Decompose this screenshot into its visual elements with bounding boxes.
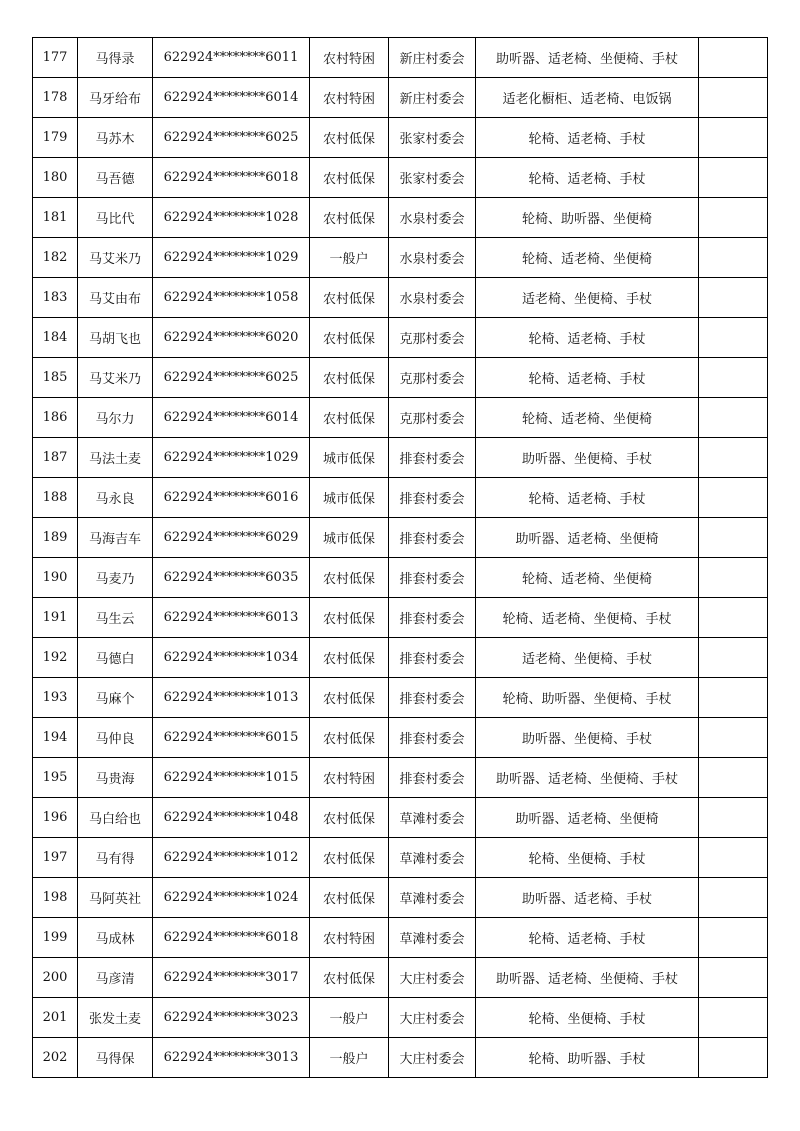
remarks-cell [699, 518, 768, 558]
village-committee-cell: 水泉村委会 [389, 238, 476, 278]
name-cell: 马麻个 [78, 678, 153, 718]
row-number-cell: 186 [33, 398, 78, 438]
table-row [33, 238, 768, 278]
remarks-cell [699, 398, 768, 438]
village-committee-cell: 新庄村委会 [389, 38, 476, 78]
table-row [33, 798, 768, 838]
aid-items-cell: 助听器、适老椅、手杖 [476, 878, 699, 918]
table-row [33, 78, 768, 118]
remarks-cell [699, 798, 768, 838]
remarks-cell [699, 158, 768, 198]
household-type-cell: 城市低保 [310, 438, 389, 478]
aid-items-cell: 适老椅、坐便椅、手杖 [476, 638, 699, 678]
household-type-cell: 农村低保 [310, 558, 389, 598]
table-row [33, 958, 768, 998]
id-number-cell: 622924********6014 [153, 398, 310, 438]
id-number-cell: 622924********6025 [153, 118, 310, 158]
remarks-cell [699, 438, 768, 478]
aid-items-cell: 轮椅、适老椅、手杖 [476, 118, 699, 158]
household-type-cell: 农村低保 [310, 678, 389, 718]
household-type-cell: 农村低保 [310, 598, 389, 638]
table-row [33, 358, 768, 398]
household-type-cell: 农村低保 [310, 718, 389, 758]
name-cell: 马成林 [78, 918, 153, 958]
aid-items-cell: 助听器、适老椅、坐便椅、手杖 [476, 38, 699, 78]
row-number-cell: 202 [33, 1038, 78, 1078]
village-committee-cell: 排套村委会 [389, 638, 476, 678]
id-number-cell: 622924********6018 [153, 918, 310, 958]
village-committee-cell: 草滩村委会 [389, 878, 476, 918]
name-cell: 马艾米乃 [78, 358, 153, 398]
household-type-cell: 农村低保 [310, 318, 389, 358]
id-number-cell: 622924********1029 [153, 438, 310, 478]
remarks-cell [699, 198, 768, 238]
row-number-cell: 177 [33, 38, 78, 78]
table-row [33, 838, 768, 878]
id-number-cell: 622924********6035 [153, 558, 310, 598]
row-number-cell: 197 [33, 838, 78, 878]
village-committee-cell: 排套村委会 [389, 558, 476, 598]
aid-items-cell: 轮椅、助听器、手杖 [476, 1038, 699, 1078]
table-row [33, 718, 768, 758]
remarks-cell [699, 358, 768, 398]
table-row [33, 638, 768, 678]
name-cell: 马彦清 [78, 958, 153, 998]
name-cell: 马德白 [78, 638, 153, 678]
table-row [33, 438, 768, 478]
row-number-cell: 188 [33, 478, 78, 518]
name-cell: 马艾由布 [78, 278, 153, 318]
table-row [33, 478, 768, 518]
row-number-cell: 193 [33, 678, 78, 718]
aid-items-cell: 轮椅、适老椅、坐便椅 [476, 398, 699, 438]
household-type-cell: 城市低保 [310, 478, 389, 518]
row-number-cell: 182 [33, 238, 78, 278]
row-number-cell: 199 [33, 918, 78, 958]
aid-items-cell: 适老椅、坐便椅、手杖 [476, 278, 699, 318]
name-cell: 马有得 [78, 838, 153, 878]
table-row [33, 158, 768, 198]
remarks-cell [699, 318, 768, 358]
table-row [33, 318, 768, 358]
name-cell: 马艾米乃 [78, 238, 153, 278]
aid-items-cell: 轮椅、适老椅、手杖 [476, 318, 699, 358]
household-type-cell: 农村低保 [310, 958, 389, 998]
aid-items-cell: 轮椅、适老椅、坐便椅 [476, 558, 699, 598]
remarks-cell [699, 598, 768, 638]
row-number-cell: 200 [33, 958, 78, 998]
table-row [33, 118, 768, 158]
table-row [33, 558, 768, 598]
village-committee-cell: 草滩村委会 [389, 798, 476, 838]
id-number-cell: 622924********6016 [153, 478, 310, 518]
table-row [33, 1038, 768, 1078]
row-number-cell: 201 [33, 998, 78, 1038]
id-number-cell: 622924********3013 [153, 1038, 310, 1078]
table-row [33, 998, 768, 1038]
name-cell: 马吾德 [78, 158, 153, 198]
remarks-cell [699, 238, 768, 278]
remarks-cell [699, 78, 768, 118]
remarks-cell [699, 478, 768, 518]
row-number-cell: 181 [33, 198, 78, 238]
aid-items-cell: 助听器、坐便椅、手杖 [476, 718, 699, 758]
household-type-cell: 农村低保 [310, 358, 389, 398]
village-committee-cell: 克那村委会 [389, 358, 476, 398]
name-cell: 马比代 [78, 198, 153, 238]
table-row [33, 278, 768, 318]
id-number-cell: 622924********1034 [153, 638, 310, 678]
household-type-cell: 城市低保 [310, 518, 389, 558]
row-number-cell: 190 [33, 558, 78, 598]
aid-items-cell: 助听器、坐便椅、手杖 [476, 438, 699, 478]
table-row [33, 758, 768, 798]
village-committee-cell: 张家村委会 [389, 158, 476, 198]
id-number-cell: 622924********6014 [153, 78, 310, 118]
id-number-cell: 622924********1048 [153, 798, 310, 838]
village-committee-cell: 草滩村委会 [389, 918, 476, 958]
household-type-cell: 一般户 [310, 998, 389, 1038]
table-body [33, 38, 768, 1078]
household-type-cell: 农村低保 [310, 278, 389, 318]
row-number-cell: 195 [33, 758, 78, 798]
name-cell: 马永良 [78, 478, 153, 518]
household-type-cell: 农村特困 [310, 758, 389, 798]
table-row [33, 918, 768, 958]
name-cell: 马海吉车 [78, 518, 153, 558]
aid-items-cell: 轮椅、助听器、坐便椅、手杖 [476, 678, 699, 718]
name-cell: 马阿英社 [78, 878, 153, 918]
aid-items-cell: 轮椅、坐便椅、手杖 [476, 838, 699, 878]
village-committee-cell: 大庄村委会 [389, 998, 476, 1038]
remarks-cell [699, 718, 768, 758]
household-type-cell: 农村低保 [310, 118, 389, 158]
village-committee-cell: 排套村委会 [389, 518, 476, 558]
village-committee-cell: 排套村委会 [389, 438, 476, 478]
id-number-cell: 622924********3023 [153, 998, 310, 1038]
id-number-cell: 622924********1013 [153, 678, 310, 718]
row-number-cell: 185 [33, 358, 78, 398]
village-committee-cell: 排套村委会 [389, 758, 476, 798]
aid-items-cell: 轮椅、助听器、坐便椅 [476, 198, 699, 238]
village-committee-cell: 水泉村委会 [389, 278, 476, 318]
name-cell: 马得录 [78, 38, 153, 78]
id-number-cell: 622924********1015 [153, 758, 310, 798]
name-cell: 马白给也 [78, 798, 153, 838]
row-number-cell: 179 [33, 118, 78, 158]
aid-items-cell: 助听器、适老椅、坐便椅、手杖 [476, 758, 699, 798]
aid-items-cell: 助听器、适老椅、坐便椅 [476, 798, 699, 838]
aid-items-cell: 助听器、适老椅、坐便椅 [476, 518, 699, 558]
village-committee-cell: 排套村委会 [389, 718, 476, 758]
village-committee-cell: 张家村委会 [389, 118, 476, 158]
row-number-cell: 178 [33, 78, 78, 118]
village-committee-cell: 大庄村委会 [389, 958, 476, 998]
name-cell: 马得保 [78, 1038, 153, 1078]
village-committee-cell: 克那村委会 [389, 318, 476, 358]
row-number-cell: 184 [33, 318, 78, 358]
household-type-cell: 农村低保 [310, 878, 389, 918]
remarks-cell [699, 998, 768, 1038]
village-committee-cell: 草滩村委会 [389, 838, 476, 878]
name-cell: 马胡飞也 [78, 318, 153, 358]
row-number-cell: 187 [33, 438, 78, 478]
village-committee-cell: 克那村委会 [389, 398, 476, 438]
name-cell: 马贵海 [78, 758, 153, 798]
household-type-cell: 农村特困 [310, 38, 389, 78]
row-number-cell: 192 [33, 638, 78, 678]
aid-items-cell: 适老化橱柜、适老椅、电饭锅 [476, 78, 699, 118]
remarks-cell [699, 638, 768, 678]
beneficiary-table [32, 37, 768, 1078]
id-number-cell: 622924********6029 [153, 518, 310, 558]
remarks-cell [699, 38, 768, 78]
household-type-cell: 一般户 [310, 238, 389, 278]
table-row [33, 598, 768, 638]
household-type-cell: 农村低保 [310, 158, 389, 198]
village-committee-cell: 排套村委会 [389, 678, 476, 718]
remarks-cell [699, 678, 768, 718]
table-row [33, 518, 768, 558]
household-type-cell: 农村低保 [310, 798, 389, 838]
household-type-cell: 农村低保 [310, 838, 389, 878]
remarks-cell [699, 958, 768, 998]
id-number-cell: 622924********1024 [153, 878, 310, 918]
id-number-cell: 622924********3017 [153, 958, 310, 998]
household-type-cell: 农村特困 [310, 78, 389, 118]
household-type-cell: 农村低保 [310, 198, 389, 238]
id-number-cell: 622924********1012 [153, 838, 310, 878]
village-committee-cell: 排套村委会 [389, 478, 476, 518]
row-number-cell: 196 [33, 798, 78, 838]
aid-items-cell: 轮椅、适老椅、坐便椅、手杖 [476, 598, 699, 638]
row-number-cell: 194 [33, 718, 78, 758]
name-cell: 马尔力 [78, 398, 153, 438]
aid-items-cell: 轮椅、适老椅、手杖 [476, 158, 699, 198]
table-row [33, 38, 768, 78]
id-number-cell: 622924********1029 [153, 238, 310, 278]
household-type-cell: 农村低保 [310, 638, 389, 678]
aid-items-cell: 助听器、适老椅、坐便椅、手杖 [476, 958, 699, 998]
id-number-cell: 622924********6013 [153, 598, 310, 638]
remarks-cell [699, 558, 768, 598]
row-number-cell: 198 [33, 878, 78, 918]
name-cell: 张发土麦 [78, 998, 153, 1038]
aid-items-cell: 轮椅、适老椅、坐便椅 [476, 238, 699, 278]
village-committee-cell: 新庄村委会 [389, 78, 476, 118]
id-number-cell: 622924********6011 [153, 38, 310, 78]
table-row [33, 878, 768, 918]
name-cell: 马仲良 [78, 718, 153, 758]
aid-items-cell: 轮椅、坐便椅、手杖 [476, 998, 699, 1038]
household-type-cell: 农村低保 [310, 398, 389, 438]
aid-items-cell: 轮椅、适老椅、手杖 [476, 918, 699, 958]
name-cell: 马法土麦 [78, 438, 153, 478]
remarks-cell [699, 918, 768, 958]
id-number-cell: 622924********1028 [153, 198, 310, 238]
row-number-cell: 191 [33, 598, 78, 638]
row-number-cell: 189 [33, 518, 78, 558]
name-cell: 马麦乃 [78, 558, 153, 598]
remarks-cell [699, 278, 768, 318]
name-cell: 马牙给布 [78, 78, 153, 118]
row-number-cell: 180 [33, 158, 78, 198]
remarks-cell [699, 758, 768, 798]
aid-items-cell: 轮椅、适老椅、手杖 [476, 478, 699, 518]
row-number-cell: 183 [33, 278, 78, 318]
aid-items-cell: 轮椅、适老椅、手杖 [476, 358, 699, 398]
name-cell: 马苏木 [78, 118, 153, 158]
remarks-cell [699, 838, 768, 878]
household-type-cell: 农村特困 [310, 918, 389, 958]
id-number-cell: 622924********1058 [153, 278, 310, 318]
id-number-cell: 622924********6025 [153, 358, 310, 398]
name-cell: 马生云 [78, 598, 153, 638]
remarks-cell [699, 878, 768, 918]
village-committee-cell: 大庄村委会 [389, 1038, 476, 1078]
table-row [33, 678, 768, 718]
id-number-cell: 622924********6018 [153, 158, 310, 198]
household-type-cell: 一般户 [310, 1038, 389, 1078]
table-row [33, 398, 768, 438]
id-number-cell: 622924********6015 [153, 718, 310, 758]
table-row [33, 198, 768, 238]
id-number-cell: 622924********6020 [153, 318, 310, 358]
remarks-cell [699, 118, 768, 158]
village-committee-cell: 水泉村委会 [389, 198, 476, 238]
village-committee-cell: 排套村委会 [389, 598, 476, 638]
remarks-cell [699, 1038, 768, 1078]
